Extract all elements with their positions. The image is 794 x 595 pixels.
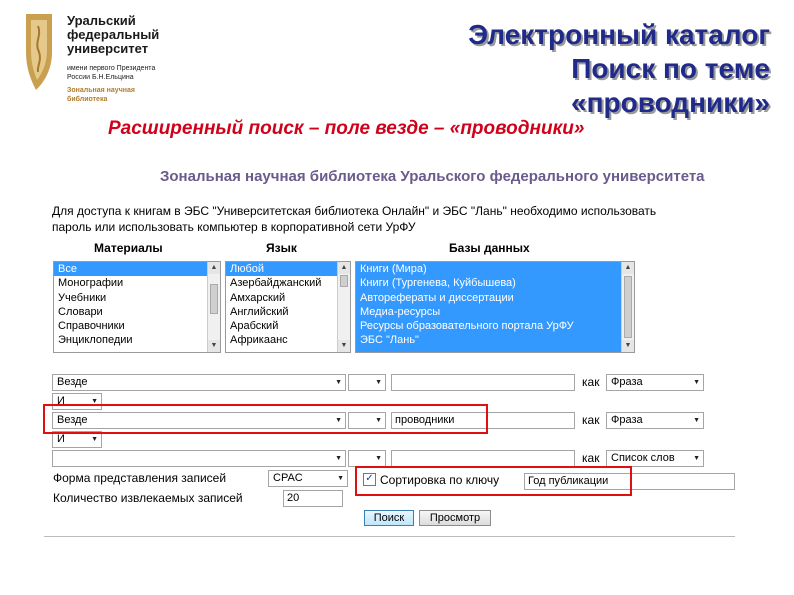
search-term-input-2[interactable]: проводники (391, 412, 575, 429)
list-item[interactable]: Энциклопедии (58, 334, 133, 347)
chevron-down-icon: ▼ (335, 455, 342, 462)
how-label-1: как (582, 375, 600, 389)
record-count-input[interactable]: 20 (283, 490, 343, 507)
how-label-3: как (582, 451, 600, 465)
list-item[interactable]: Азербайджанский (230, 277, 322, 290)
list-item[interactable]: Ресурсы образовательного портала УрФУ (360, 320, 574, 333)
language-listbox[interactable] (225, 261, 351, 353)
list-item[interactable]: Справочники (58, 320, 125, 333)
list-item[interactable]: Африкаанс (230, 334, 288, 347)
list-item[interactable]: Медиа-ресурсы (360, 305, 441, 318)
chevron-down-icon: ▼ (693, 417, 700, 424)
list-item[interactable]: Любой (226, 262, 350, 276)
chevron-down-icon: ▼ (335, 417, 342, 424)
chevron-down-icon: ▼ (337, 475, 344, 482)
university-name: Уральский федеральный университет (67, 13, 160, 56)
databases-scrollbar[interactable] (621, 262, 634, 352)
match-mode-select-2[interactable]: Фраза ▼ (606, 412, 704, 429)
list-item[interactable]: Книги (Мира) (360, 263, 427, 275)
list-item[interactable]: Амхарский (230, 291, 286, 304)
chevron-down-icon: ▼ (335, 379, 342, 386)
chevron-down-icon: ▼ (91, 398, 98, 405)
slide-subtitle: Расширенный поиск – поле везде – «проводники» (108, 118, 585, 139)
list-item[interactable]: Арабский (230, 320, 279, 333)
list-item[interactable]: Словари (58, 305, 103, 318)
chevron-down-icon: ▼ (693, 379, 700, 386)
chevron-down-icon: ▼ (693, 455, 700, 462)
logic-select-2[interactable]: И ▼ (52, 431, 102, 448)
search-field-select-1[interactable]: Везде ▼ (52, 374, 346, 391)
list-item[interactable]: Учебники (58, 291, 107, 304)
list-item[interactable]: Все (54, 262, 220, 276)
browse-button[interactable]: Просмотр (419, 510, 491, 526)
sort-key-input[interactable]: Год публикации (524, 473, 735, 490)
list-item[interactable]: Авторефераты и диссертации (360, 291, 514, 304)
university-emblem-icon (18, 12, 60, 92)
materials-header: Материалы (94, 241, 163, 255)
library-header: Зональная научная библиотека Уральского федерального университета (160, 168, 705, 185)
highlight-sort-frame (355, 466, 632, 496)
scroll-down-arrow-icon[interactable]: ▼ (338, 340, 350, 352)
list-item[interactable]: Книги (Тургенева, Куйбышева) (360, 277, 516, 290)
operator-select-3[interactable] (348, 450, 386, 467)
list-item[interactable]: Монографии (58, 277, 124, 290)
sort-checkbox[interactable]: ✓ (363, 473, 376, 486)
scroll-thumb[interactable] (210, 284, 218, 314)
how-label-2: как (582, 413, 600, 427)
record-format-select[interactable]: CPAC ▼ (268, 470, 348, 487)
sort-label: Сортировка по ключу (380, 473, 500, 487)
materials-listbox[interactable] (53, 261, 221, 353)
match-mode-select-1[interactable]: Фраза ▼ (606, 374, 704, 391)
chevron-down-icon: ▼ (91, 436, 98, 443)
scroll-thumb[interactable] (340, 275, 348, 287)
language-scrollbar[interactable] (337, 262, 350, 352)
search-term-input-3[interactable] (391, 450, 575, 467)
databases-header: Базы данных (449, 241, 530, 255)
chevron-down-icon: ▼ (375, 417, 382, 424)
search-field-select-2[interactable]: Везде ▼ (52, 412, 346, 429)
record-count-label: Количество извлекаемых записей (53, 491, 243, 505)
screenshot-bottom-border (44, 536, 735, 537)
access-info: Для доступа к книгам в ЭБС "Университетская библиотека Онлайн" и ЭБС "Лань" необходимо использовать пароль или использовать компьютер в корпоративной сети УрФУ (52, 204, 657, 234)
chevron-down-icon: ▼ (375, 379, 382, 386)
search-term-input-1[interactable] (391, 374, 575, 391)
library-name: Зональная научная библиотека (67, 87, 135, 103)
language-header: Язык (266, 241, 297, 255)
search-field-select-3[interactable] (52, 450, 346, 467)
slide-title: Электронный каталог Поиск по теме «проводники» (468, 19, 770, 118)
university-logo (18, 12, 178, 112)
record-format-label: Форма представления записей (53, 471, 227, 485)
chevron-down-icon: ▼ (375, 455, 382, 462)
match-mode-select-3[interactable]: Список слов ▼ (606, 450, 704, 467)
university-dedication: имени первого Президента России Б.Н.Ельцина (67, 65, 156, 81)
search-button[interactable]: Поиск (364, 510, 414, 526)
scroll-down-arrow-icon[interactable]: ▼ (622, 340, 634, 352)
highlight-search-row-frame (43, 404, 488, 434)
list-item[interactable]: ЭБС "Лань" (360, 334, 419, 347)
scroll-thumb[interactable] (624, 276, 632, 338)
logic-select-1[interactable]: И ▼ (52, 393, 102, 410)
databases-listbox[interactable] (355, 261, 635, 353)
scroll-down-arrow-icon[interactable]: ▼ (208, 340, 220, 352)
operator-select-1[interactable] (348, 374, 386, 391)
scroll-up-arrow-icon[interactable]: ▲ (622, 262, 634, 274)
materials-scrollbar[interactable] (207, 262, 220, 352)
scroll-up-arrow-icon[interactable]: ▲ (338, 262, 350, 274)
list-item[interactable]: Английский (230, 305, 289, 318)
scroll-up-arrow-icon[interactable]: ▲ (208, 262, 220, 274)
